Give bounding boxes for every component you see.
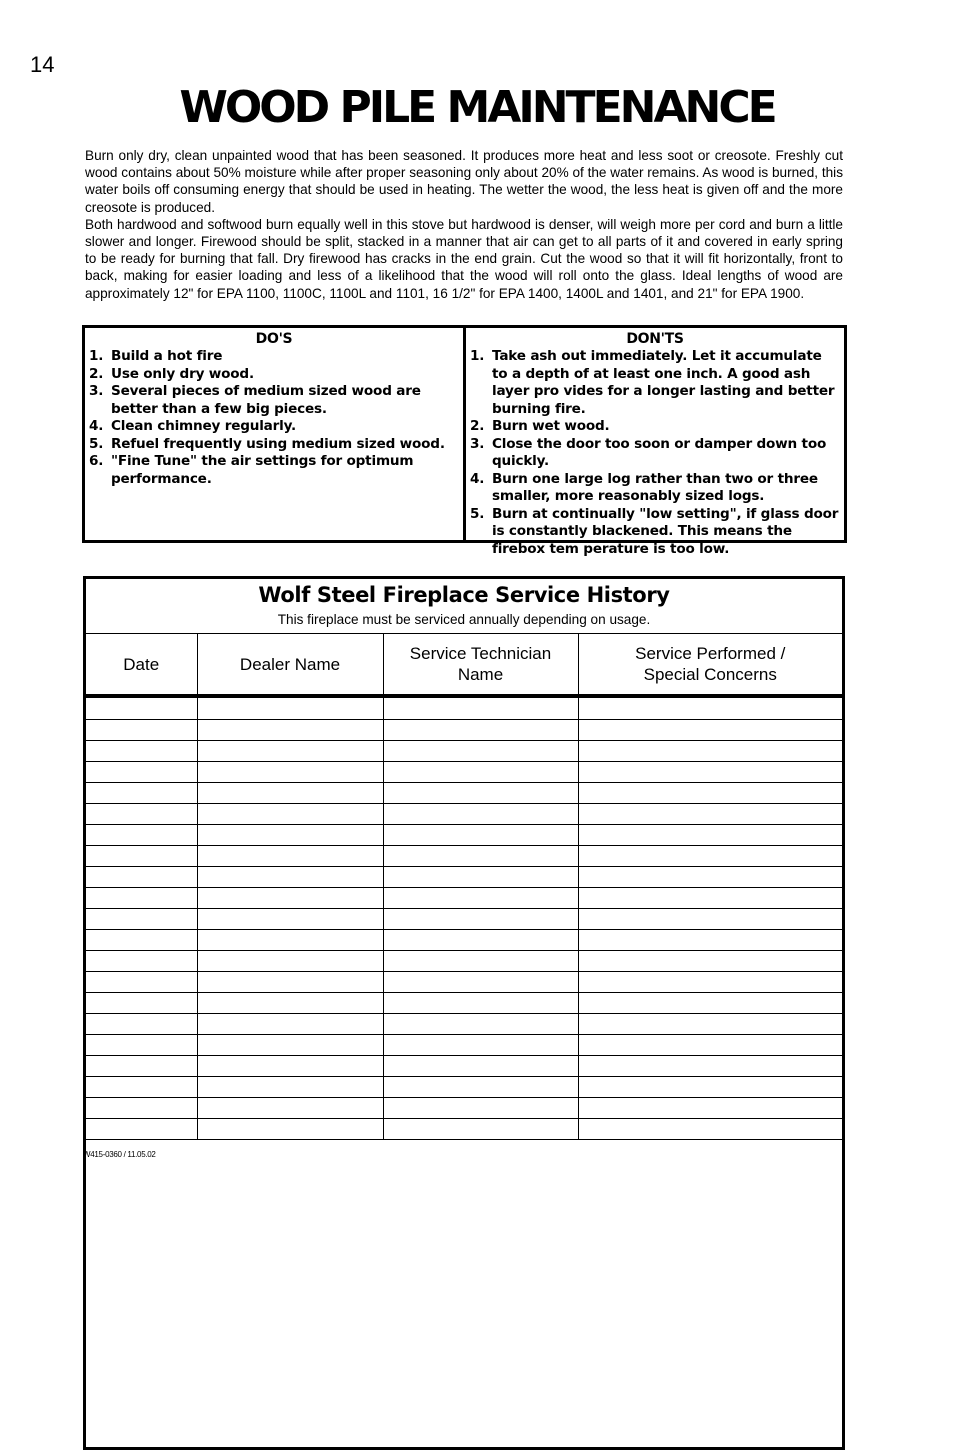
service-performed-cell[interactable] — [578, 762, 842, 783]
dealer-name-cell[interactable] — [197, 804, 383, 825]
technician-cell[interactable] — [383, 846, 578, 867]
technician-cell[interactable] — [383, 720, 578, 741]
technician-cell[interactable] — [383, 696, 578, 720]
service-record-row — [86, 909, 842, 930]
technician-cell[interactable] — [383, 741, 578, 762]
service-record-row — [86, 1014, 842, 1035]
service-performed-cell[interactable] — [578, 720, 842, 741]
donts-item: 4. Burn one large log rather than two or three smaller, more reasonably sized logs. — [470, 470, 818, 504]
service-performed-cell[interactable] — [578, 741, 842, 762]
service-record-row — [86, 888, 842, 909]
service-performed-cell[interactable] — [578, 825, 842, 846]
technician-cell[interactable] — [383, 867, 578, 888]
service-history-rows — [86, 696, 842, 1140]
technician-cell[interactable] — [383, 888, 578, 909]
service-performed-cell[interactable] — [578, 1035, 842, 1056]
date-cell[interactable] — [86, 909, 197, 930]
dealer-name-cell[interactable] — [197, 696, 383, 720]
date-cell[interactable] — [86, 993, 197, 1014]
column-header-service-performed: Service Performed / Special Concerns — [578, 634, 842, 696]
technician-cell[interactable] — [383, 1119, 578, 1140]
service-performed-cell[interactable] — [578, 972, 842, 993]
date-cell[interactable] — [86, 951, 197, 972]
dos-item: 4. Clean chimney regularly. — [89, 418, 296, 434]
service-history-header — [86, 579, 842, 634]
technician-cell[interactable] — [383, 1077, 578, 1098]
technician-cell[interactable] — [383, 1014, 578, 1035]
date-cell[interactable] — [86, 846, 197, 867]
dealer-name-cell[interactable] — [197, 1056, 383, 1077]
dealer-name-cell[interactable] — [197, 972, 383, 993]
date-cell[interactable] — [86, 930, 197, 951]
dealer-name-cell[interactable] — [197, 1014, 383, 1035]
dealer-name-cell[interactable] — [197, 867, 383, 888]
date-cell[interactable] — [86, 1014, 197, 1035]
service-performed-cell[interactable] — [578, 1056, 842, 1077]
service-performed-cell[interactable] — [578, 951, 842, 972]
donts-heading: DON'TS — [626, 331, 684, 347]
service-record-row — [86, 846, 842, 867]
column-header-dealer-name: Dealer Name — [197, 634, 383, 696]
service-record-row — [86, 867, 842, 888]
technician-cell[interactable] — [383, 804, 578, 825]
dos-column — [85, 328, 463, 540]
technician-cell[interactable] — [383, 972, 578, 993]
date-cell[interactable] — [86, 762, 197, 783]
service-record-row — [86, 951, 842, 972]
dealer-name-cell[interactable] — [197, 909, 383, 930]
date-cell[interactable] — [86, 1035, 197, 1056]
service-record-row — [86, 741, 842, 762]
dealer-name-cell[interactable] — [197, 1035, 383, 1056]
dealer-name-cell[interactable] — [197, 846, 383, 867]
service-performed-cell[interactable] — [578, 696, 842, 720]
date-cell[interactable] — [86, 867, 197, 888]
dos-heading: DO'S — [255, 331, 293, 347]
dos-list — [89, 348, 459, 488]
technician-cell[interactable] — [383, 930, 578, 951]
service-record-row — [86, 1119, 842, 1140]
column-header-date: Date — [86, 634, 197, 696]
service-record-row — [86, 1035, 842, 1056]
dealer-name-cell[interactable] — [197, 930, 383, 951]
intro-paragraph-2: Both hardwood and softwood burn equally well in this stove but hardwood is denser, will weigh more per cord and burn a little slower and longer. Firewood should be split, stacked in a manner that air can get to all parts of it and covered in early spring to be ready for burning that fall. Dry firewood has cracks in the end grain. Cut the wood so that it will fit horizontally, front to back, making for easier loading and less of a likelihood that the wood will roll onto the glass. Ideal lengths of wood are approximately 12" for EPA 1100, 1100C, 1100L and 1101, 16 1/2" for EPA 1400, 1400L and 1401, and 21" for EPA 1900. — [85, 216, 843, 301]
service-performed-cell[interactable] — [578, 1119, 842, 1140]
donts-item: 1. Take ash out immediately. Let it accumulate to a depth of at least one inch. A good ash layer pro vides for a longer lasting and better burning fire. — [470, 348, 835, 417]
service-record-row — [86, 1056, 842, 1077]
date-cell[interactable] — [86, 972, 197, 993]
technician-cell[interactable] — [383, 762, 578, 783]
service-record-row — [86, 930, 842, 951]
service-record-row — [86, 1098, 842, 1119]
service-history-table — [86, 634, 842, 1140]
date-cell[interactable] — [86, 825, 197, 846]
service-record-row — [86, 783, 842, 804]
technician-cell[interactable] — [383, 825, 578, 846]
dealer-name-cell[interactable] — [197, 951, 383, 972]
intro-text — [85, 147, 843, 302]
technician-cell[interactable] — [383, 1035, 578, 1056]
date-cell[interactable] — [86, 783, 197, 804]
technician-cell[interactable] — [383, 1056, 578, 1077]
donts-item: 2. Burn wet wood. — [470, 418, 610, 434]
service-performed-cell[interactable] — [578, 909, 842, 930]
service-record-row — [86, 762, 842, 783]
technician-cell[interactable] — [383, 993, 578, 1014]
donts-item: 5. Burn at continually "low setting", if glass door is constantly blackened. This means the firebox tem perature is too low. — [470, 505, 839, 557]
service-record-row — [86, 993, 842, 1014]
dealer-name-cell[interactable] — [197, 993, 383, 1014]
dealer-name-cell[interactable] — [197, 825, 383, 846]
dos-item: 3. Several pieces of medium sized wood are better than a few big pieces. — [89, 383, 421, 417]
technician-cell[interactable] — [383, 909, 578, 930]
service-performed-cell[interactable] — [578, 888, 842, 909]
date-cell[interactable] — [86, 741, 197, 762]
dos-item: 6. "Fine Tune" the air settings for optimum performance. — [89, 453, 414, 487]
service-performed-cell[interactable] — [578, 993, 842, 1014]
dealer-name-cell[interactable] — [197, 1077, 383, 1098]
technician-cell[interactable] — [383, 783, 578, 804]
page-number: 14 — [30, 52, 55, 77]
service-record-row — [86, 825, 842, 846]
dealer-name-cell[interactable] — [197, 1098, 383, 1119]
dos-donts-box — [82, 325, 847, 557]
technician-cell[interactable] — [383, 1098, 578, 1119]
service-performed-cell[interactable] — [578, 846, 842, 867]
dealer-name-cell[interactable] — [197, 888, 383, 909]
date-cell[interactable] — [86, 1056, 197, 1077]
dealer-name-cell[interactable] — [197, 720, 383, 741]
date-cell[interactable] — [86, 804, 197, 825]
dealer-name-cell[interactable] — [197, 741, 383, 762]
service-performed-cell[interactable] — [578, 783, 842, 804]
service-history-title: Wolf Steel Fireplace Service History — [258, 583, 670, 607]
service-performed-cell[interactable] — [578, 804, 842, 825]
intro-paragraph-1: Burn only dry, clean unpainted wood that has been seasoned. It produces more heat and less soot or creosote. Freshly cut wood contains about 50% moisture while after proper seasoning only about 20% of the water remains. As wood is burned, this water boils off consuming energy that should be used in heating. The wetter the wood, the less heat is given off and the more creosote is produced. — [85, 148, 843, 215]
date-cell[interactable] — [86, 1119, 197, 1140]
service-record-row — [86, 720, 842, 741]
service-history-subtitle: This fireplace must be serviced annually depending on usage. — [277, 612, 651, 627]
service-record-row — [86, 972, 842, 993]
dos-item: 5. Refuel frequently using medium sized wood. — [89, 435, 445, 452]
service-record-row — [86, 1077, 842, 1098]
service-performed-cell[interactable] — [578, 1098, 842, 1119]
dos-item: 1. Build a hot fire — [89, 348, 223, 364]
date-cell[interactable] — [86, 1098, 197, 1119]
service-performed-cell[interactable] — [578, 930, 842, 951]
dealer-name-cell[interactable] — [197, 762, 383, 783]
service-performed-cell[interactable] — [578, 1077, 842, 1098]
date-cell[interactable] — [86, 696, 197, 720]
date-cell[interactable] — [86, 1077, 197, 1098]
service-record-row — [86, 804, 842, 825]
date-cell[interactable] — [86, 888, 197, 909]
date-cell[interactable] — [86, 720, 197, 741]
donts-list — [470, 348, 840, 558]
document-code: W415-0360 / 11.05.02 — [83, 1150, 156, 1159]
column-header-service-technician: Service Technician Name — [383, 634, 578, 696]
service-history-form — [83, 576, 845, 1450]
dos-item: 2. Use only dry wood. — [89, 365, 254, 382]
dealer-name-cell[interactable] — [197, 783, 383, 804]
dealer-name-cell[interactable] — [197, 1119, 383, 1140]
donts-column — [463, 328, 844, 557]
service-performed-cell[interactable] — [578, 867, 842, 888]
page-title: WOOD PILE MAINTENANCE — [179, 82, 775, 133]
service-record-row — [86, 696, 842, 720]
technician-cell[interactable] — [383, 951, 578, 972]
service-performed-cell[interactable] — [578, 1014, 842, 1035]
donts-item: 3. Close the door too soon or damper down too quickly. — [470, 435, 827, 469]
